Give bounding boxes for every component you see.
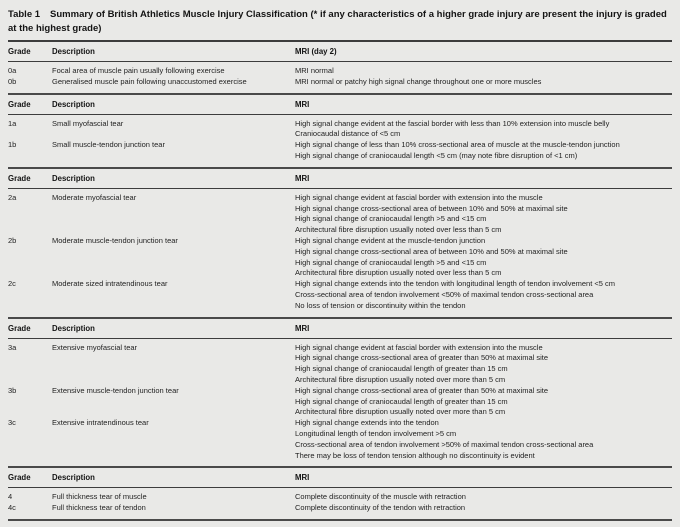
mri-cell (295, 236, 672, 279)
description-column-header: Description (52, 173, 95, 183)
mri-cell (295, 193, 672, 236)
grade-column-header: Grade (8, 323, 31, 333)
mri-line: High signal change extends into the tendon with longitudinal length of tendon involvement <5 cm (295, 279, 616, 289)
mri-line: Architectural fibre disruption usually noted over more than 5 cm (295, 374, 506, 384)
grade-cell: 2c (8, 279, 16, 289)
mri-line: Architectural fibre disruption usually noted over less than 5 cm (295, 225, 502, 235)
mri-column-header: MRI (295, 473, 310, 483)
table-row (8, 279, 672, 311)
grade-cell: 2a (8, 192, 17, 202)
description-column-header: Description (52, 47, 95, 56)
mri-line: Complete discontinuity of the muscle with retraction (295, 492, 466, 502)
grade-cell: 3a (8, 342, 17, 352)
mri-column-header: MRI (295, 323, 310, 333)
mri-line: High signal change cross-sectional area of between 10% and 50% at maximal site (295, 203, 568, 213)
mri-line: High signal change evident at the fascial border with less than 10% extension into muscle belly (295, 118, 610, 128)
description-cell: Focal area of muscle pain usually following exercise (52, 66, 225, 75)
mri-line: High signal change cross-sectional area of greater than 50% at maximal site (295, 353, 549, 363)
mri-cell (295, 343, 672, 386)
mri-line: High signal change of less than 10% cross-sectional area of muscle at the muscle-tendon junction (295, 140, 620, 150)
mri-line: MRI normal or patchy high signal change throughout one or more muscles (295, 76, 542, 86)
table-row (8, 236, 672, 279)
description-cell: Moderate muscle-tendon junction tear (52, 235, 178, 245)
table-row (8, 119, 672, 141)
table-row (8, 140, 672, 162)
classification-table (8, 42, 672, 521)
section-header (8, 169, 672, 188)
mri-cell (295, 503, 672, 514)
table-row (8, 386, 672, 418)
description-cell: Extensive myofascial tear (52, 342, 138, 352)
mri-line: MRI normal (295, 66, 334, 75)
table-row (8, 66, 672, 77)
mri-line: High signal change of craniocaudal length <5 cm (may note fibre disruption of <1 cm) (295, 150, 578, 160)
mri-line: Cross-sectional area of tendon involvement >50% of maximal tendon cross-sectional area (295, 439, 594, 449)
description-cell: Full thickness tear of tendon (52, 503, 146, 513)
section-header (8, 468, 672, 487)
grade-cell: 4 (8, 492, 13, 502)
table-row (8, 503, 672, 514)
grade-column-header: Grade (8, 99, 31, 109)
grade-cell: 0b (8, 76, 17, 86)
mri-line: No loss of tension or discontinuity within the tendon (295, 300, 466, 310)
table-row (8, 418, 672, 461)
mri-line: Cross-sectional area of tendon involvement <50% of maximal tendon cross-sectional area (295, 289, 594, 299)
mri-cell (295, 279, 672, 311)
mri-line: High signal change evident at fascial border with extension into the muscle (295, 192, 543, 202)
mri-cell (295, 492, 672, 503)
grade-column-header: Grade (8, 473, 31, 483)
mri-cell (295, 386, 672, 418)
mri-cell (295, 77, 672, 88)
grade-cell: 4c (8, 503, 16, 513)
mri-line: High signal change of craniocaudal length >5 and <15 cm (295, 257, 487, 267)
section-header (8, 95, 672, 114)
description-cell: Small muscle-tendon junction tear (52, 140, 165, 150)
mri-line: Complete discontinuity of the tendon with retraction (295, 503, 466, 513)
table-row (8, 77, 672, 88)
mri-line: High signal change of craniocaudal length of greater than 15 cm (295, 396, 508, 406)
section-header (8, 319, 672, 338)
grade-column-header: Grade (8, 173, 31, 183)
mri-line: High signal change of craniocaudal length >5 and <15 cm (295, 214, 487, 224)
table-row (8, 492, 672, 503)
mri-column-header: MRI (295, 99, 310, 109)
section-body (8, 62, 672, 93)
mri-line: High signal change cross-sectional area of greater than 50% at maximal site (295, 385, 549, 395)
mri-cell (295, 140, 672, 162)
grade-cell: 3c (8, 418, 16, 428)
description-cell: Moderate sized intratendinous tear (52, 279, 168, 289)
description-cell: Generalised muscle pain following unaccustomed exercise (52, 76, 247, 86)
grade-cell: 1a (8, 118, 17, 128)
table-title (8, 6, 672, 40)
description-column-header: Description (52, 473, 95, 483)
mri-line: There may be loss of tendon tension although no discontinuity is evident (295, 450, 535, 460)
mri-line: High signal change cross-sectional area of between 10% and 50% at maximal site (295, 246, 568, 256)
description-cell: Small myofascial tear (52, 118, 124, 128)
section-body (8, 115, 672, 167)
section-body (8, 339, 672, 467)
grade-cell: 1b (8, 140, 17, 150)
table-title-label: Table 1 (8, 9, 41, 20)
description-column-header: Description (52, 99, 95, 109)
description-cell: Full thickness tear of muscle (52, 492, 147, 502)
mri-cell (295, 119, 672, 141)
mri-column-header: MRI (day 2) (295, 47, 337, 56)
grade-cell: 2b (8, 235, 17, 245)
grade-cell: 3b (8, 385, 17, 395)
mri-line: Architectural fibre disruption usually noted over more than 5 cm (295, 407, 506, 417)
mri-line: High signal change extends into the tendon (295, 418, 439, 428)
mri-column-header: MRI (295, 173, 310, 183)
section-body (8, 189, 672, 317)
section-header (8, 42, 672, 61)
mri-cell (295, 418, 672, 461)
mri-line: Architectural fibre disruption usually noted over less than 5 cm (295, 268, 502, 278)
description-cell: Moderate myofascial tear (52, 192, 137, 202)
mri-line: High signal change evident at the muscle-tendon junction (295, 235, 486, 245)
description-cell: Extensive muscle-tendon junction tear (52, 385, 179, 395)
section-rule (8, 519, 672, 521)
mri-line: High signal change evident at fascial border with extension into the muscle (295, 342, 543, 352)
table-row (8, 343, 672, 386)
mri-line: High signal change of craniocaudal length of greater than 15 cm (295, 364, 508, 374)
mri-cell (295, 66, 672, 77)
grade-cell: 0a (8, 66, 17, 75)
description-cell: Extensive intratendinous tear (52, 418, 149, 428)
mri-line: Longitudinal length of tendon involvement >5 cm (295, 428, 457, 438)
table-row (8, 193, 672, 236)
description-column-header: Description (52, 323, 95, 333)
grade-column-header: Grade (8, 47, 31, 56)
mri-line: Craniocaudal distance of <5 cm (295, 129, 401, 139)
section-body (8, 488, 672, 519)
table-title-text: Summary of British Athletics Muscle Injury Classification (* if any characteristics of a higher grade injury are present the injury is graded at the highest grade) (8, 9, 667, 34)
